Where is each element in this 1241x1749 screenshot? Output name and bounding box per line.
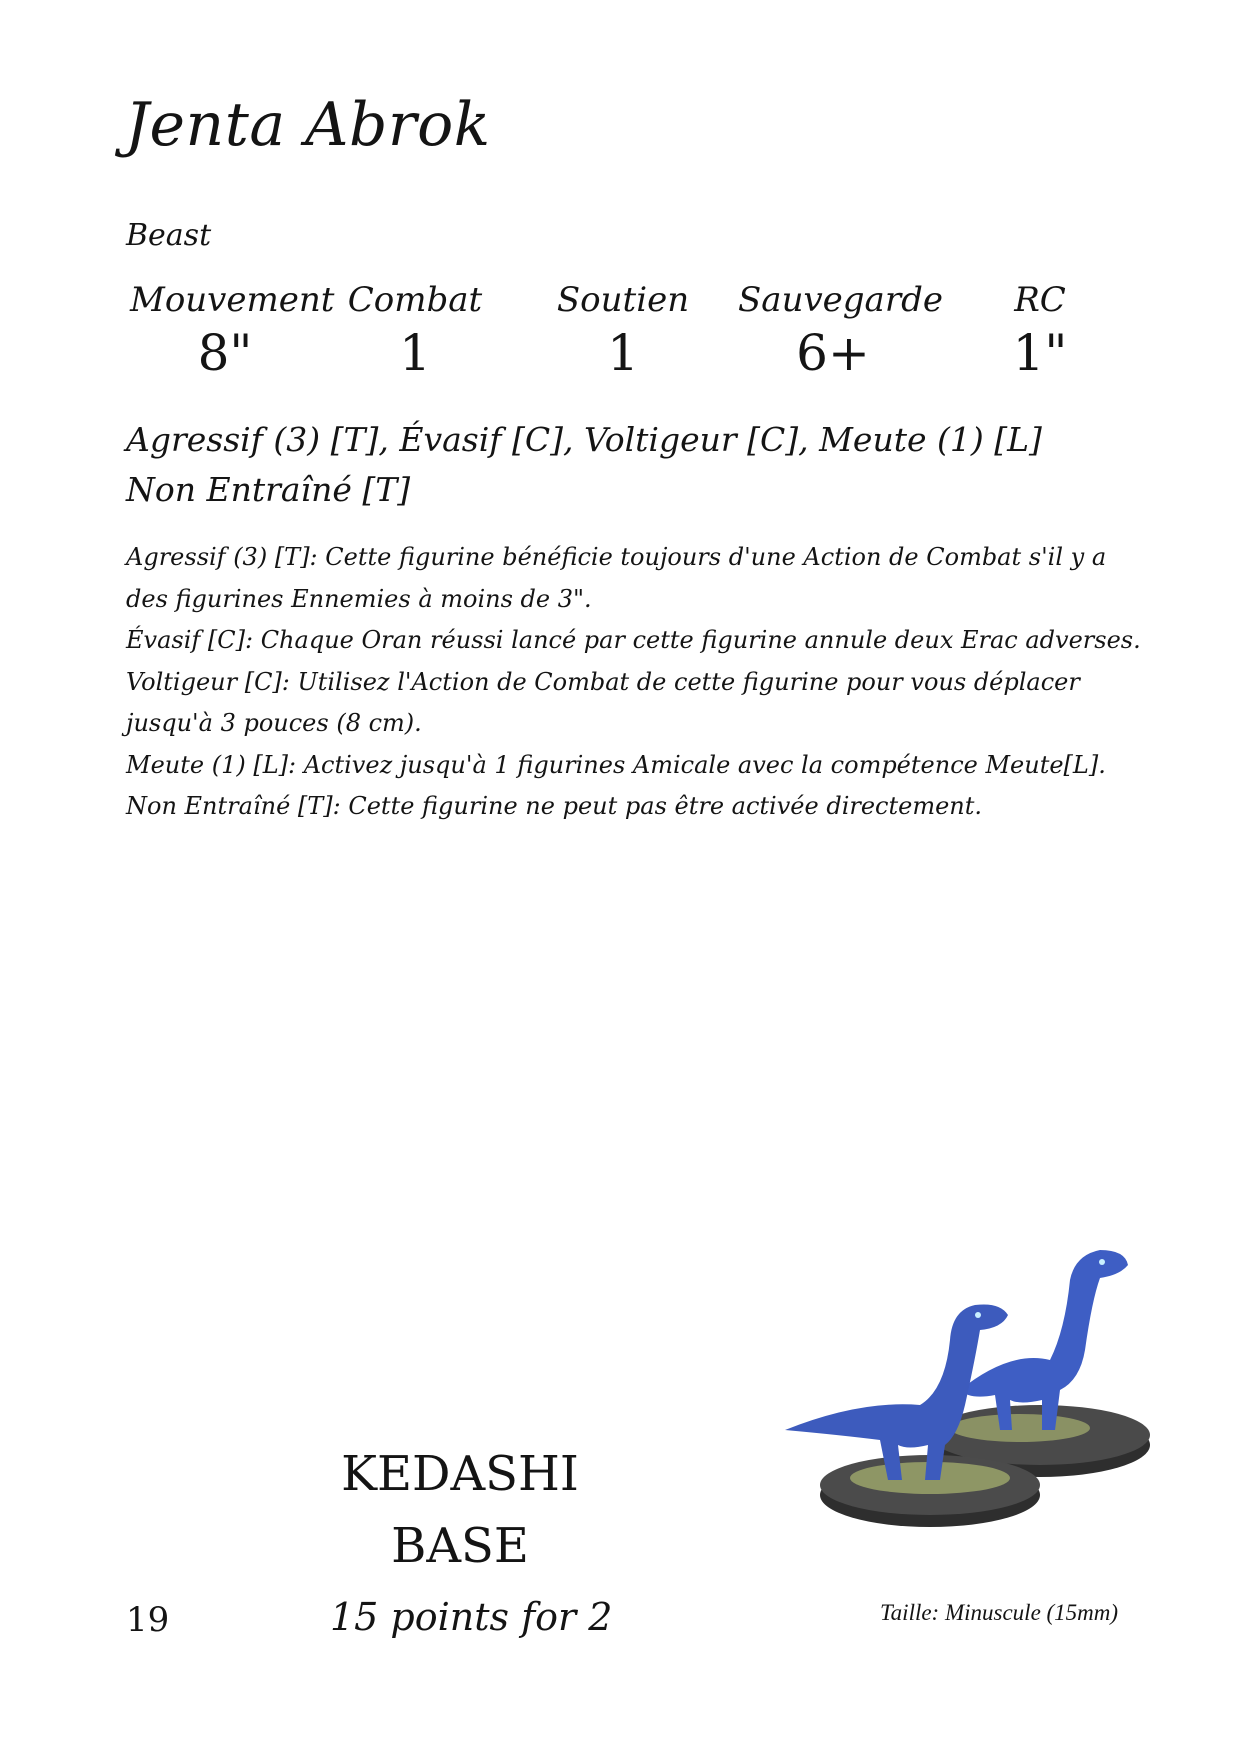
- stat-mouvement: [130, 280, 335, 382]
- description-line: Agressif (3) [T]: Cette figurine bénéficie toujours d'une Action de Combat s'il y a: [126, 543, 1107, 571]
- faction-line: KEDASHI: [341, 1446, 579, 1502]
- grass-tuft: [950, 1414, 1090, 1442]
- size-label: Taille: Minuscule (15mm): [880, 1600, 1119, 1625]
- stat-label: Soutien: [556, 280, 690, 320]
- stat-label: Mouvement: [130, 280, 335, 320]
- dinosaur-figure: [960, 1250, 1128, 1430]
- stat-label: RC: [1014, 280, 1066, 320]
- card-title: Jenta Abrok: [125, 90, 491, 160]
- stat-combat: [320, 280, 510, 382]
- stat-value: 1": [1012, 324, 1068, 382]
- skill-descriptions: [126, 537, 1141, 828]
- stat-value: 1: [607, 324, 639, 382]
- skills-line: Non Entraîné [T]: [126, 470, 411, 509]
- description-line: Voltigeur [C]: Utilisez l'Action de Combat de cette figurine pour vous déplacer: [126, 667, 1080, 696]
- description-line: Évasif [C]: Chaque Oran réussi lancé par cette figurine annule deux Erac adverses.: [126, 626, 1141, 654]
- stat-value: 1: [399, 324, 431, 382]
- stat-label: Sauvegarde: [738, 280, 943, 320]
- creature-type: Beast: [126, 218, 212, 253]
- description-line: jusqu'à 3 pouces (8 cm).: [126, 709, 422, 737]
- skills-line: Agressif (3) [T], Évasif [C], Voltigeur [C], Meute (1) [L]: [126, 420, 1042, 459]
- description-line: des figurines Ennemies à moins de 3".: [126, 584, 592, 613]
- description-line: Meute (1) [L]: Activez jusqu'à 1 figurines Amicale avec la compétence Meute[L].: [126, 750, 1106, 779]
- stat-soutien: [528, 280, 718, 382]
- stat-label: Combat: [347, 280, 483, 320]
- faction-name: [300, 1438, 620, 1582]
- stat-sauvegarde: [738, 280, 943, 382]
- miniature-photo: [780, 1240, 1200, 1540]
- stat-value: 6+: [796, 324, 870, 382]
- stat-rc: [945, 280, 1135, 382]
- skills-list: [126, 415, 1126, 515]
- points-cost: 15 points for 2: [330, 1595, 613, 1639]
- page-number: 19: [126, 1600, 170, 1640]
- description-line: Non Entraîné [T]: Cette figurine ne peut pas être activée directement.: [126, 792, 983, 820]
- faction-line: BASE: [391, 1518, 529, 1574]
- stat-value: 8": [197, 324, 253, 382]
